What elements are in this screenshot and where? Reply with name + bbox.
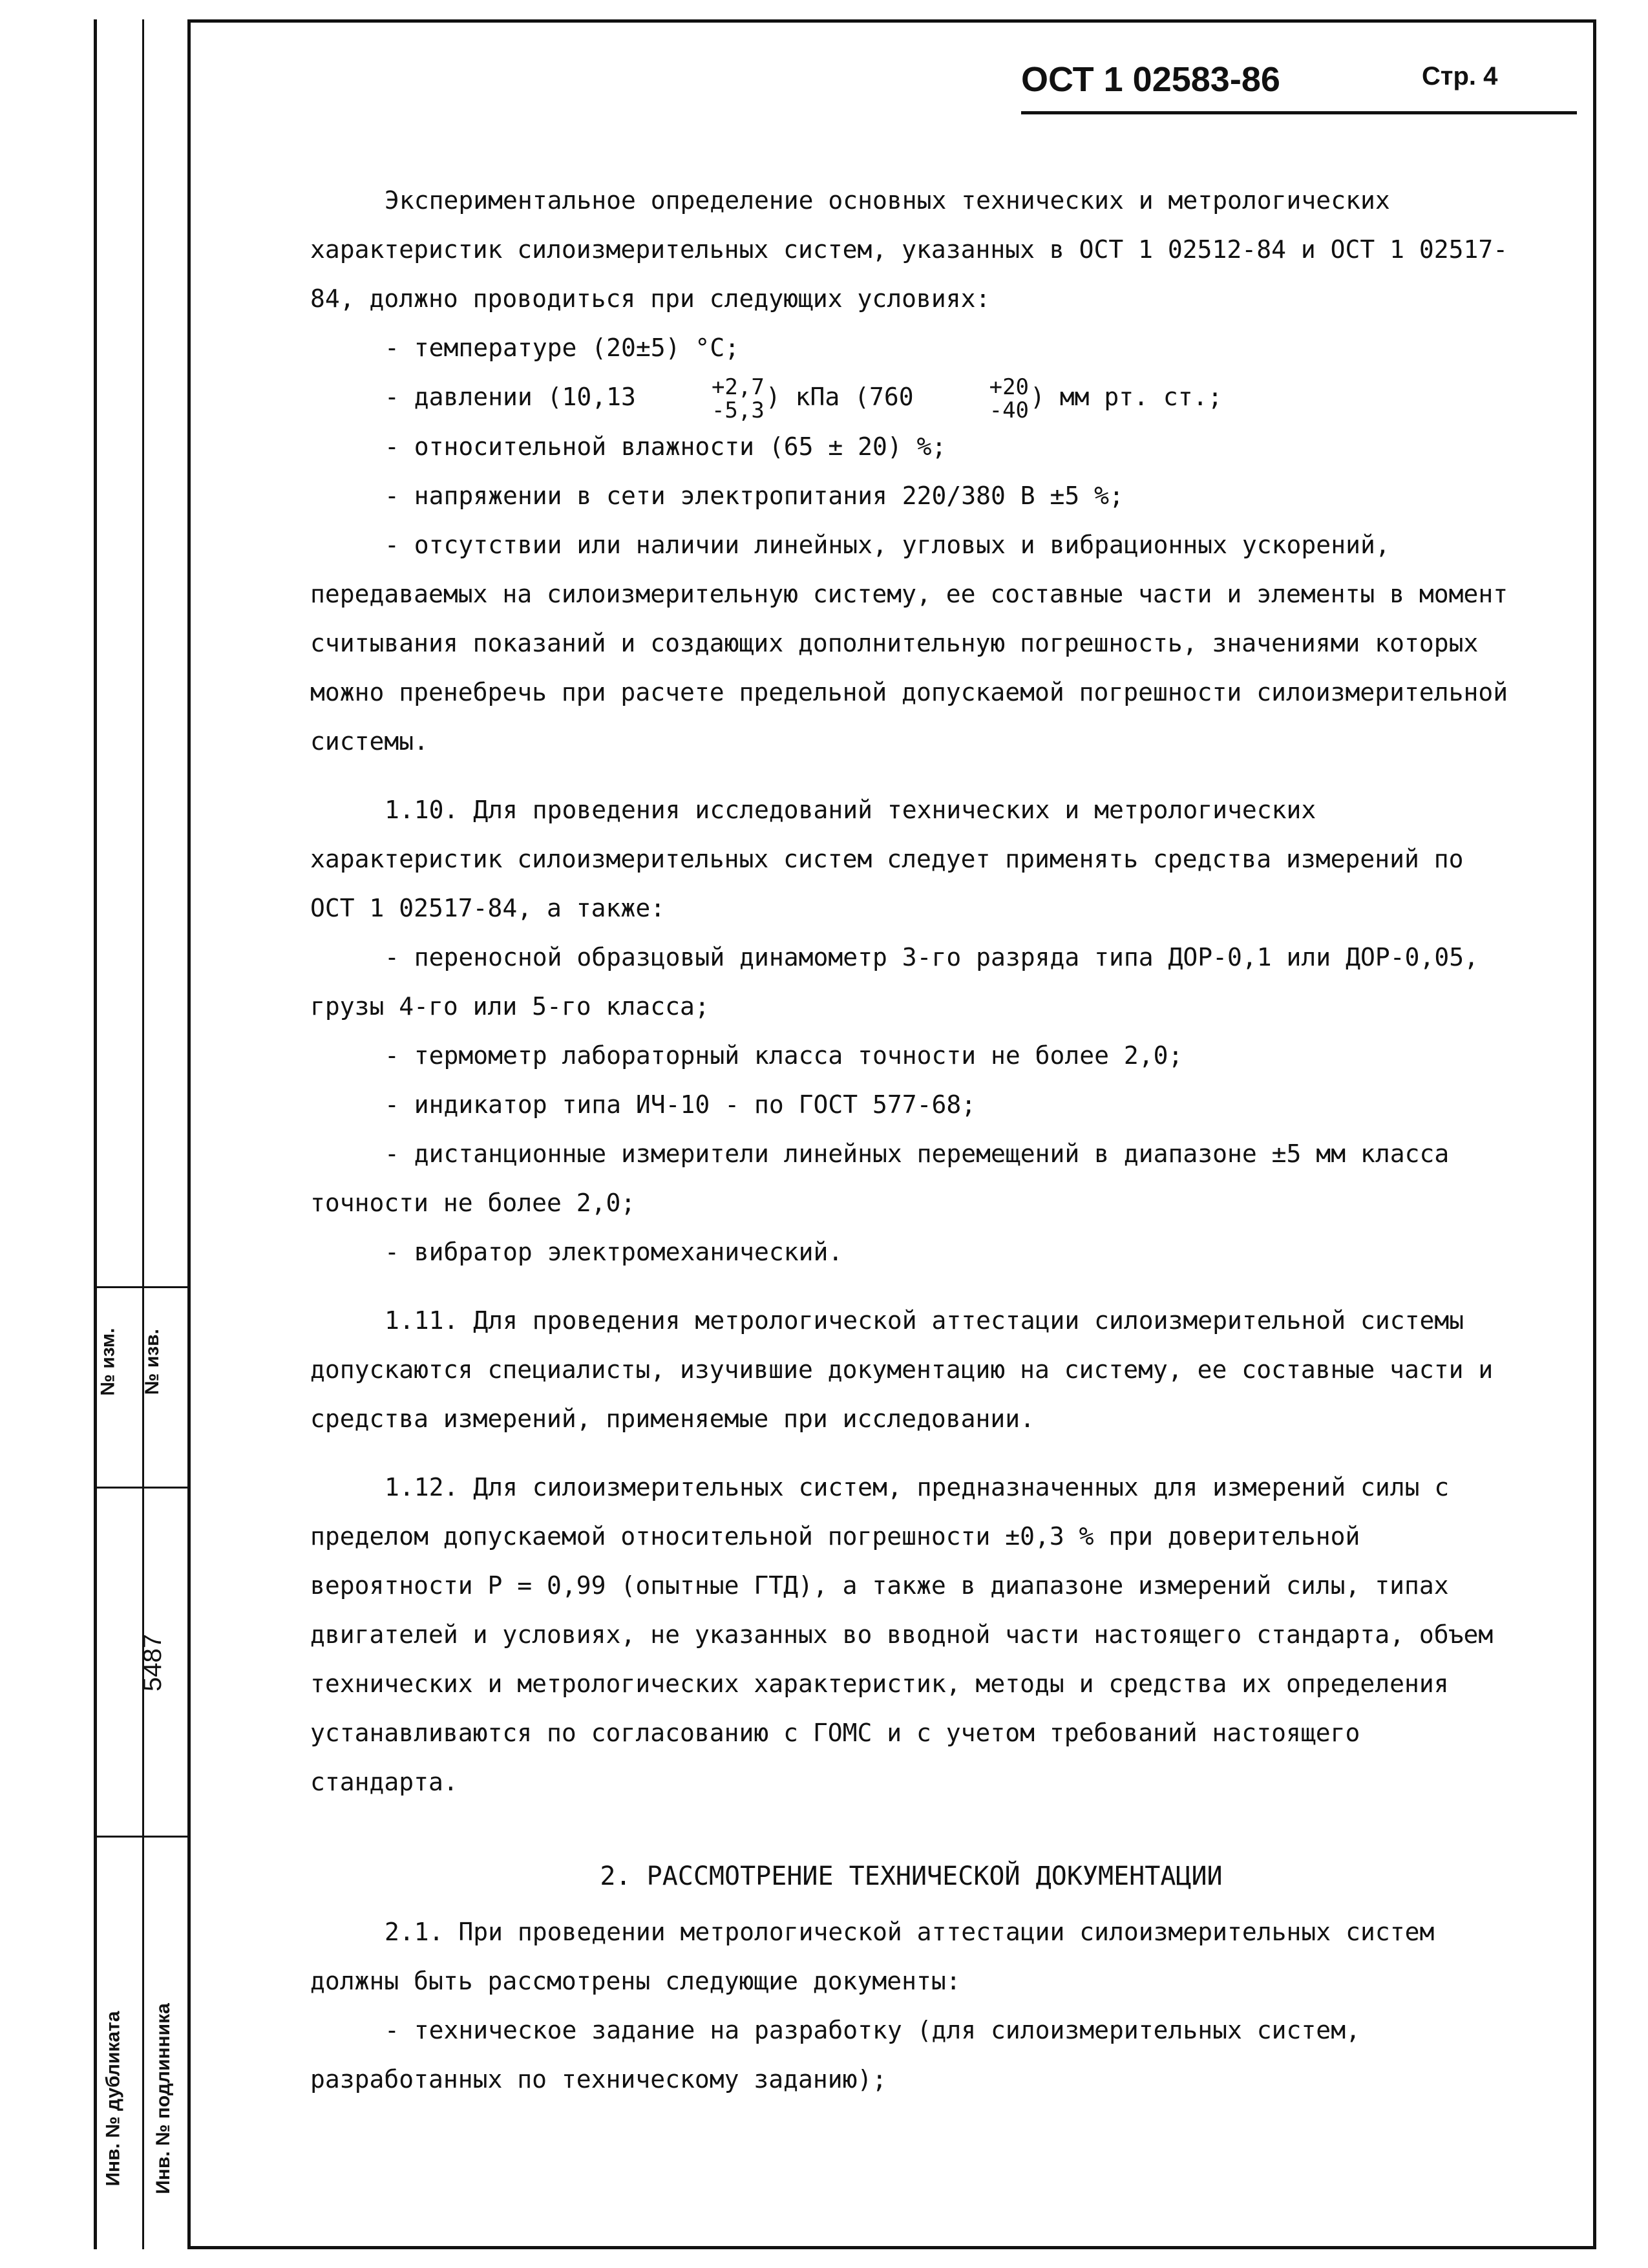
strip-line [97,1286,191,1288]
izm-label: № изм. [97,1328,119,1396]
instrument-item: - дистанционные измерители линейных перемещений в диапазоне ±5 мм класса точности не более 2,0; [310,1139,1450,1217]
document-item: - техническое задание на разработку (для силоизмерительных систем, разработанных по техническому заданию); [310,2015,1360,2093]
tolerance-upper: +2,7 [711,374,765,400]
instrument-item: - переносной образцовый динамометр 3-го разряда типа ДОР-0,1 или ДОР-0,05, грузы 4-го или 5-го класса; [310,942,1479,1021]
clause-1-12: 1.12. Для силоизмерительных систем, предназначенных для измерений силы с пределом допускаемой относительной погрешности ±0,3 % при доверительной вероятности Р = 0,99 (опытные ГТД), а также в диапазоне измерений силы, типах двигателей и условиях, не указанных во вводной части настоящего стандарта, объем технических и метрологических характеристик, методы и средства их определения устанавливаются по согласованию с ГОМС и с учетом требований настоящего стандарта. [310,1472,1494,1796]
condition-item: - температуре (20±5) °С; [385,334,740,362]
clause-1-11: 1.11. Для проведения метрологической аттестации силоизмерительной системы допускаются специалисты, изучившие документацию на систему, ее составные части и средства измерений, применяемые при исследовании. [310,1306,1494,1433]
condition-item-pressure [310,372,1512,422]
paragraph: Экспериментальное определение основных технических и метрологических характеристик силоизмерительных систем, указанных в ОСТ 1 02512-84 и ОСТ 1 02517-84, должно проводиться при следующих условиях: [310,186,1508,313]
tolerance-2 [915,376,1029,422]
inventory-number: 5487 [138,1634,167,1691]
instrument-item: - индикатор типа ИЧ-10 - по ГОСТ 577-68; [385,1090,977,1119]
document-code: ОСТ 1 02583-86 [1021,60,1280,99]
clause-1-10: 1.10. Для проведения исследований технических и метрологических характеристик силоизмерительных систем следует применять средства измерений по ОСТ 1 02517-84, а также: [310,795,1464,922]
izv-label: № изв. [141,1329,163,1395]
tolerance-1 [637,376,765,422]
condition-item: - напряжении в сети электропитания 220/380 В ±5 %; [385,481,1124,510]
page-number: Стр. 4 [1422,62,1498,90]
condition-item: - относительной влажности (65 ± 20) %; [385,432,947,461]
condition-item: - отсутствии или наличии линейных, угловых и вибрационных ускорений, передаваемых на силоизмерительную систему, ее составные части и элементы в момент считывания показаний и создающих дополнительную погрешность, значениями которых можно пренебречь при расчете предельной допускаемой погрешности силоизмерительной системы. [310,530,1508,756]
strip-line [97,1836,191,1838]
left-margin-strip [94,19,187,2249]
inv-dublikata-label: Инв. № дубликата [102,2011,124,2187]
instrument-item: - термометр лабораторный класса точности не более 2,0; [385,1041,1183,1070]
tolerance-lower: -5,3 [711,397,765,423]
tolerance-lower: -40 [989,397,1030,423]
pressure-mid: ) кПа (760 [765,383,914,411]
page-header [1021,59,1577,114]
document-body [310,176,1512,2104]
pressure-prefix: - давлении (10,13 [385,383,636,411]
tolerance-upper: +20 [989,374,1030,400]
instrument-item: - вибратор электромеханический. [385,1237,843,1266]
strip-line [97,1487,191,1489]
section-heading: 2. РАССМОТРЕНИЕ ТЕХНИЧЕСКОЙ ДОКУМЕНТАЦИИ [600,1861,1223,1891]
strip-divider [142,19,144,2249]
inv-podlinnika-label: Инв. № подлинника [152,2003,174,2194]
clause-2-1: 2.1. При проведении метрологической аттестации силоизмерительных систем должны быть рассмотрены следующие документы: [310,1917,1435,1995]
pressure-suffix: ) мм рт. ст.; [1030,383,1223,411]
